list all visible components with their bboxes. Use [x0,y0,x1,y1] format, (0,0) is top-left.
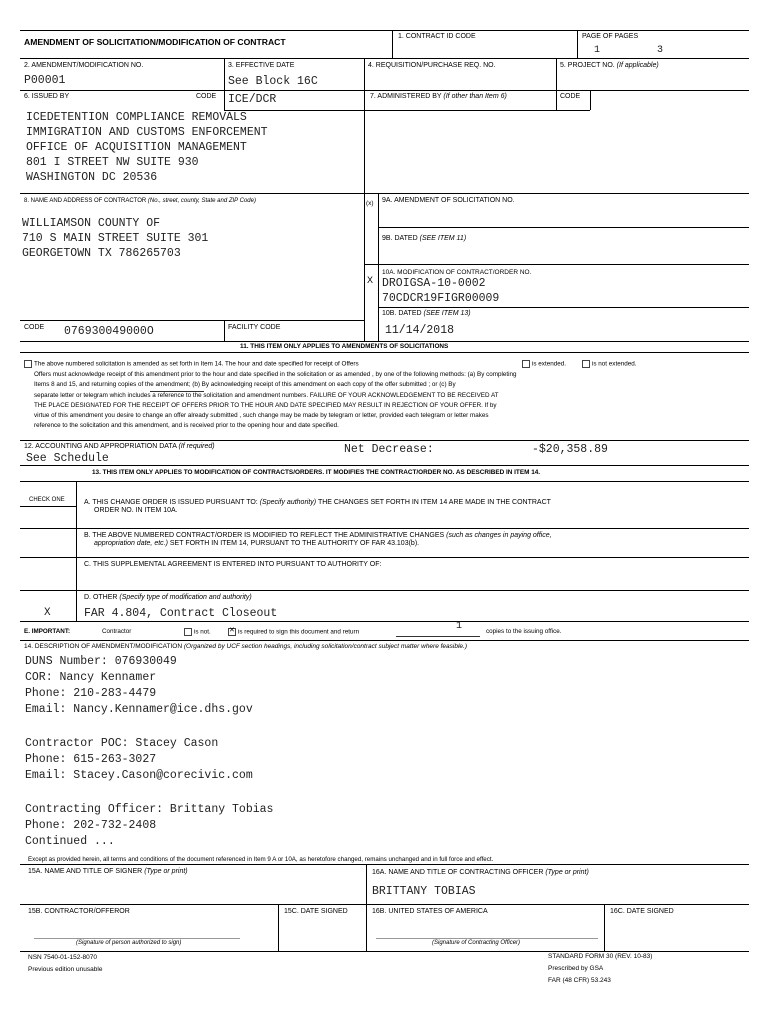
rule [20,506,76,507]
dated-10b-text: 10B. DATED [382,310,422,317]
rule [224,320,225,341]
description-line: Email: Stacey.Cason@corecivic.com [25,769,253,782]
rule [278,904,279,951]
signature-line [34,938,240,939]
contractor-offeror-label: 15B. CONTRACTOR/OFFEROR [28,908,130,915]
rule [20,904,749,905]
section-11-para-line: Items 8 and 15, and returning copies of the amendment; (b) By acknowledging receipt of this amendment on each copy of the offer submitted ; or (c) By [34,381,456,389]
rule [20,193,364,194]
description-label-suffix: (Organized by UCF section headings, including solicitation/contract subject matter where feasible.) [183,643,468,650]
option-d-x-mark: X [44,607,51,619]
page-number: 1 [594,45,601,56]
option-a-text: A. THIS CHANGE ORDER IS ISSUED PURSUANT TO: [84,499,258,506]
contractor-code-label: CODE [24,324,45,331]
option-d-text: D. OTHER [84,594,118,601]
section-11-para-line: Offers must acknowledge receipt of this amendment prior to the hour and date specified in the solicitation or as amended , by one of the following methods: (a) By completing [34,371,517,378]
dated-9b-label [382,235,466,242]
is-required-text: is required to sign this document and return [238,628,360,636]
description-line: Contracting Officer: Brittany Tobias [25,803,274,816]
page-label: PAGE OF PAGES [582,33,639,40]
effective-date-label: 3. EFFECTIVE DATE [228,62,295,69]
signer-label [28,868,188,875]
description-line: COR: Nancy Kennamer [25,671,157,684]
option-b-authority: SET FORTH IN ITEM 14, PURSUANT TO THE AUTHORITY OF FAR 43.103(b). [169,540,420,547]
option-a-line2: ORDER NO. IN ITEM 10A. [94,507,178,514]
option-a-changes: THE CHANGES SET FORTH IN ITEM 14 ARE MADE IN THE CONTRACT [317,499,551,506]
net-decrease-value: -$20,358.89 [532,443,608,456]
rule [20,528,749,529]
usa-label: 16B. UNITED STATES OF AMERICA [372,908,488,915]
copies-text: copies to the issuing office. [486,628,562,635]
x-column-label: (x) [366,200,374,207]
option-c-line: C. THIS SUPPLEMENTAL AGREEMENT IS ENTERED INTO PURSUANT TO AUTHORITY OF: [84,561,382,568]
administered-by-suffix: (If other than Item 6) [443,93,507,100]
rule [556,58,557,110]
description-line: DUNS Number: 076930049 [25,655,177,668]
officer-signature-caption: (Signature of Contracting Officer) [432,940,521,946]
is-required-option [228,628,359,636]
section-11-para-line: THE PLACE DESIGNATED FOR THE RECEIPT OF OFFERS PRIOR TO THE HOUR AND DATE SPECIFIED MAY RESULT IN REJECTION OF YOUR OFFER. If by [34,401,497,409]
rule [604,904,605,951]
dated-10b-suffix: (SEE ITEM 13) [423,310,471,317]
modification-no-value: 70CDCR19FIGR00009 [382,292,500,305]
description-line: Phone: 615-263-3027 [25,753,157,766]
rule [224,58,225,110]
far-citation: FAR (48 CFR) 53.243 [548,977,611,984]
page-total: 3 [657,45,664,56]
dated-10b-value: 11/14/2018 [385,324,455,337]
checked-mark-icon: ✕ [229,627,235,634]
rule [20,621,749,622]
is-not-checkbox[interactable] [184,628,192,636]
section-13-header: 13. THIS ITEM ONLY APPLIES TO MODIFICATION OF CONTRACTS/ORDERS. IT MODIFIES THE CONTRACT/ORDER NO. AS DESCRIBED IN ITEM 14. [92,469,541,476]
description-line: Contractor POC: Stacey Cason [25,737,219,750]
rule [20,640,749,641]
requisition-label: 4. REQUISITION/PURCHASE REQ. NO. [368,62,496,69]
option-b-line1 [84,532,552,539]
except-clause: Except as provided herein, all terms and conditions of the document referenced in Item 9 A or 10A, as heretofore changed, remains unchanged and in full force and effect. [28,856,494,863]
rule [20,465,749,466]
administered-by-code-label: CODE [560,93,581,100]
option-b-text: B. THE ABOVE NUMBERED CONTRACT/ORDER IS MODIFIED TO REFLECT THE ADMINISTRATIVE CHANGES [84,532,445,539]
copies-number: 1 [456,621,463,632]
administered-by-text: 7. ADMINISTERED BY [370,93,442,100]
not-extended-checkbox[interactable] [582,360,590,368]
issuer-line: OFFICE OF ACQUISITION MANAGEMENT [26,141,247,154]
description-line: Email: Nancy.Kennamer@ice.dhs.gov [25,703,253,716]
issuer-line: 801 I STREET NW SUITE 930 [26,156,199,169]
issued-by-label: 6. ISSUED BY [24,93,70,100]
description-label-text: 14. DESCRIPTION OF AMENDMENT/MODIFICATION [24,643,183,650]
contractor-date-signed-label: 15C. DATE SIGNED [284,908,348,915]
administered-by-label [370,93,507,100]
contractor-label-suffix: (No., street, county, State and ZIP Code) [147,198,256,204]
dated-9b-text: 9B. DATED [382,235,418,242]
contractor-line: 710 S MAIN STREET SUITE 301 [22,232,209,245]
contracting-officer-name: BRITTANY TOBIAS [372,885,476,898]
amendment-no-value: P00001 [24,74,66,87]
is-required-checkbox[interactable] [228,628,236,636]
rule [364,58,365,341]
dated-9b-suffix: (SEE ITEM 11) [419,235,467,242]
accounting-label [24,443,215,450]
rule [20,341,749,342]
contracting-officer-label-suffix: (Type or print) [545,869,589,876]
rule [20,951,749,952]
rule [364,264,749,265]
option-d-value: FAR 4.804, Contract Closeout [84,607,278,620]
extended-checkbox[interactable] [522,360,530,368]
option-a-authority: (Specify authority) [259,499,317,506]
important-contractor: Contractor [102,628,132,635]
nsn: NSN 7540-01-152-8070 [28,954,98,961]
extended-option [522,360,566,368]
section-11-header: 11. THIS ITEM ONLY APPLIES TO AMENDMENTS OF SOLICITATIONS [240,343,449,350]
contractor-line: GEORGETOWN TX 786265703 [22,247,181,260]
issued-by-code: ICE/DCR [228,93,277,106]
form-title: AMENDMENT OF SOLICITATION/MODIFICATION OF CONTRACT [24,37,286,47]
rule [20,864,749,865]
amend-checkbox[interactable] [24,360,32,368]
project-no-label-text: 5. PROJECT NO. [560,62,615,69]
contractor-line: WILLIAMSON COUNTY OF [22,217,161,230]
accounting-label-text: 12. ACCOUNTING AND APPROPRIATION DATA [24,443,177,450]
rule [20,90,749,91]
rule [20,320,364,321]
issuer-line: IMMIGRATION AND CUSTOMS ENFORCEMENT [26,126,268,139]
rule [366,864,367,951]
not-extended-option [582,360,636,368]
contracting-officer-label [372,869,589,876]
contractor-signature-caption: (Signature of person authorized to sign) [76,940,182,946]
contractor-label [24,198,256,204]
important-label: E. IMPORTANT: [24,628,71,635]
accounting-value: See Schedule [26,452,109,465]
rule [20,440,749,441]
rule [20,58,749,59]
issuer-line: ICEDETENTION COMPLIANCE REMOVALS [26,111,247,124]
copies-blank-line [150,391,204,392]
signer-label-suffix: (Type or print) [144,868,188,875]
not-extended-text: is not extended. [592,360,637,368]
section-11-line1-text: The above numbered solicitation is amended as set forth in Item 14. The hour and date specified for receipt of Offers [34,360,359,368]
rule [20,352,749,353]
standard-form: STANDARD FORM 30 (REV. 10-83) [548,953,653,960]
accounting-label-suffix: (If required) [178,443,215,450]
contractor-label-text: 8. NAME AND ADDRESS OF CONTRACTOR [24,198,147,204]
check-one-label: CHECK ONE [29,497,65,503]
section-11-paragraph [34,370,517,432]
option-a-line1 [84,499,551,506]
modification-no-value: DROIGSA-10-0002 [382,277,486,290]
option-b-example: (such as changes in paying office, [446,532,552,539]
contracting-officer-label-text: 16A. NAME AND TITLE OF CONTRACTING OFFICER [372,869,544,876]
description-line: Continued ... [25,835,115,848]
rule [20,557,749,558]
amendment-no-label: 2. AMENDMENT/MODIFICATION NO. [24,62,144,69]
option-d-line [84,594,252,601]
rule [378,307,749,308]
rule [378,227,749,228]
net-decrease-label: Net Decrease: [344,443,434,456]
project-no-suffix: (If applicable) [616,62,659,69]
rule [20,30,749,31]
issuer-line: WASHINGTON DC 20536 [26,171,158,184]
contract-id-label: 1. CONTRACT ID CODE [398,33,476,40]
section-11-para-line: reference to the solicitation and this amendment, and is received prior to the opening hour and date specified. [34,422,339,430]
rule [577,30,578,59]
option-b-line2 [94,540,419,547]
rule [20,481,749,482]
option-d-suffix: (Specify type of modification and authority) [119,594,252,601]
rule [364,110,590,111]
solicitation-amendment-label: 9A. AMENDMENT OF SOLICITATION NO. [382,197,515,204]
officer-date-signed-label: 16C. DATE SIGNED [610,908,674,915]
contractor-code: 076930049000O [64,325,154,338]
signer-label-text: 15A. NAME AND TITLE OF SIGNER [28,868,143,875]
is-not-option [184,628,211,636]
section-11-para-line: separate letter or telegram which includes a reference to the solicitation and amendment numbers. FAILURE OF YOUR ACKNOWLEDGEMENT TO BE RECEIVED AT [34,391,499,399]
rule [76,481,77,621]
modification-x-mark: X [367,275,374,285]
rule [378,193,379,341]
effective-date-value: See Block 16C [228,75,318,88]
description-label [24,644,467,651]
section-11-line1 [24,360,359,368]
extended-text: is extended. [532,360,566,368]
rule [364,193,749,194]
issued-by-code-label: CODE [196,93,217,100]
modification-no-label: 10A. MODIFICATION OF CONTRACT/ORDER NO. [382,269,532,276]
previous-edition: Previous edition unusable [28,966,103,973]
is-not-text: is not. [194,628,211,636]
prescribed-by: Prescribed by GSA [548,965,604,972]
dated-10b-label [382,310,471,317]
rule [20,590,749,591]
facility-code-label: FACILITY CODE [228,324,281,331]
rule [590,90,591,110]
section-11-para-line: virtue of this amendment you desire to change an offer already submitted , such change may be made by telegram or letter, provided each telegram or letter makes [34,412,489,420]
rule [392,30,393,59]
option-b-example2: appropriation date, etc.) [94,540,168,547]
description-line: Phone: 202-732-2408 [25,819,157,832]
copies-line [396,636,480,637]
description-line: Phone: 210-283-4479 [25,687,157,700]
project-no-label [560,62,659,69]
signature-line [376,938,598,939]
